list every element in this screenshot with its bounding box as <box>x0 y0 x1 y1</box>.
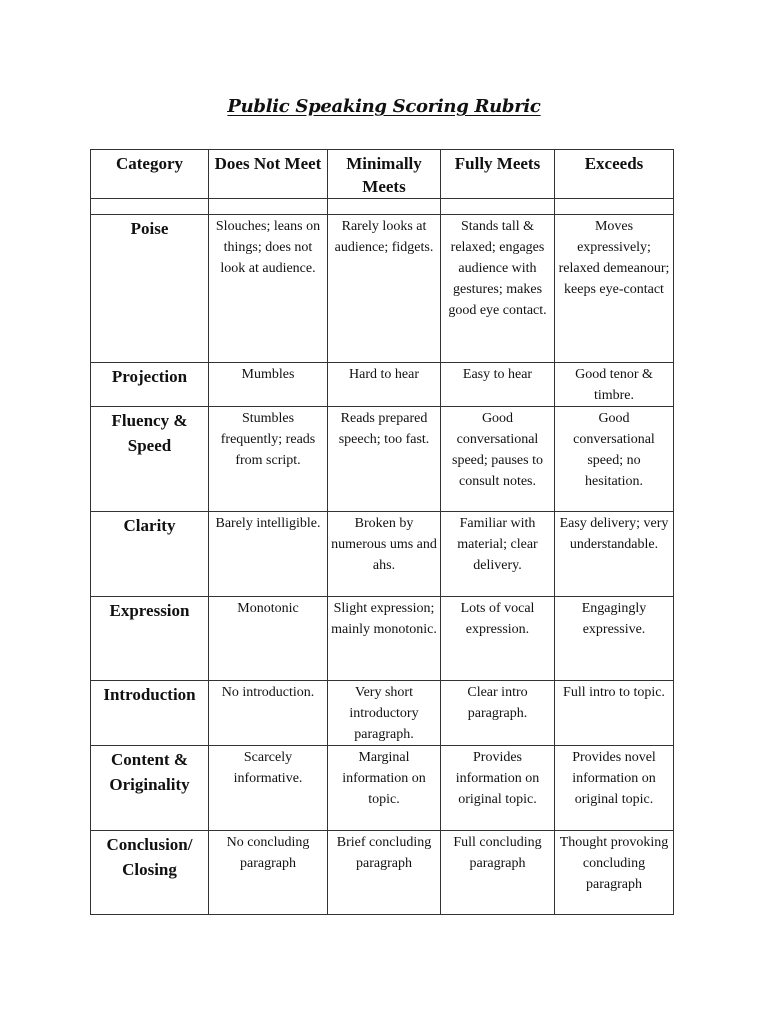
header-minimally-meets: Minimally Meets <box>328 150 441 199</box>
empty-cell <box>555 199 674 215</box>
table-cell: Clear intro paragraph. <box>441 681 555 746</box>
category-expression: Expression <box>91 597 209 681</box>
table-cell: Barely intelligible. <box>209 512 328 597</box>
table-row <box>91 512 674 597</box>
table-cell: No introduction. <box>209 681 328 746</box>
category-projection: Projection <box>91 363 209 407</box>
table-cell: Marginal information on topic. <box>328 746 441 831</box>
header-category: Category <box>91 150 209 199</box>
table-cell: Slouches; leans on things; does not look at audience. <box>209 215 328 363</box>
header-fully-meets: Fully Meets <box>441 150 555 199</box>
header-exceeds: Exceeds <box>555 150 674 199</box>
table-cell: Reads prepared speech; too fast. <box>328 407 441 512</box>
table-cell: Stands tall & relaxed; engages audience with gestures; makes good eye contact. <box>441 215 555 363</box>
table-cell: Hard to hear <box>328 363 441 407</box>
table-cell: Good conversational speed; no hesitation. <box>555 407 674 512</box>
table-cell: Easy delivery; very understandable. <box>555 512 674 597</box>
table-row <box>91 746 674 831</box>
table-cell: Provides information on original topic. <box>441 746 555 831</box>
table-row <box>91 597 674 681</box>
table-cell: Good tenor & timbre. <box>555 363 674 407</box>
table-row <box>91 407 674 512</box>
table-cell: Broken by numerous ums and ahs. <box>328 512 441 597</box>
empty-cell <box>328 199 441 215</box>
page-title: Public Speaking Scoring Rubric <box>227 96 541 117</box>
category-poise: Poise <box>91 215 209 363</box>
category-introduction: Introduction <box>91 681 209 746</box>
header-row <box>91 150 674 199</box>
table-cell: Full intro to topic. <box>555 681 674 746</box>
table-cell: Lots of vocal expression. <box>441 597 555 681</box>
table-cell: Easy to hear <box>441 363 555 407</box>
table-row <box>91 831 674 915</box>
table-cell: Stumbles frequently; reads from script. <box>209 407 328 512</box>
table-cell: Thought provoking concluding paragraph <box>555 831 674 915</box>
table-cell: Brief concluding paragraph <box>328 831 441 915</box>
table-cell: Full concluding paragraph <box>441 831 555 915</box>
rubric-table <box>90 149 674 915</box>
category-fluency-speed: Fluency & Speed <box>91 407 209 512</box>
table-cell: Very short introductory paragraph. <box>328 681 441 746</box>
table-cell: Mumbles <box>209 363 328 407</box>
table-cell: Provides novel information on original topic. <box>555 746 674 831</box>
table-cell: Familiar with material; clear delivery. <box>441 512 555 597</box>
table-cell: Engagingly expressive. <box>555 597 674 681</box>
table-row <box>91 363 674 407</box>
empty-cell <box>441 199 555 215</box>
category-content-originality: Content & Originality <box>91 746 209 831</box>
table-row <box>91 215 674 363</box>
header-does-not-meet: Does Not Meet <box>209 150 328 199</box>
category-clarity: Clarity <box>91 512 209 597</box>
table-cell: Rarely looks at audience; fidgets. <box>328 215 441 363</box>
spacer-row <box>91 199 674 215</box>
table-cell: Scarcely informative. <box>209 746 328 831</box>
table-cell: Monotonic <box>209 597 328 681</box>
table-cell: Moves expressively; relaxed demeanour; keeps eye-contact <box>555 215 674 363</box>
empty-cell <box>91 199 209 215</box>
category-conclusion-closing: Conclusion/ Closing <box>91 831 209 915</box>
table-cell: No concluding paragraph <box>209 831 328 915</box>
table-cell: Slight expression; mainly monotonic. <box>328 597 441 681</box>
table-row <box>91 681 674 746</box>
empty-cell <box>209 199 328 215</box>
table-cell: Good conversational speed; pauses to consult notes. <box>441 407 555 512</box>
